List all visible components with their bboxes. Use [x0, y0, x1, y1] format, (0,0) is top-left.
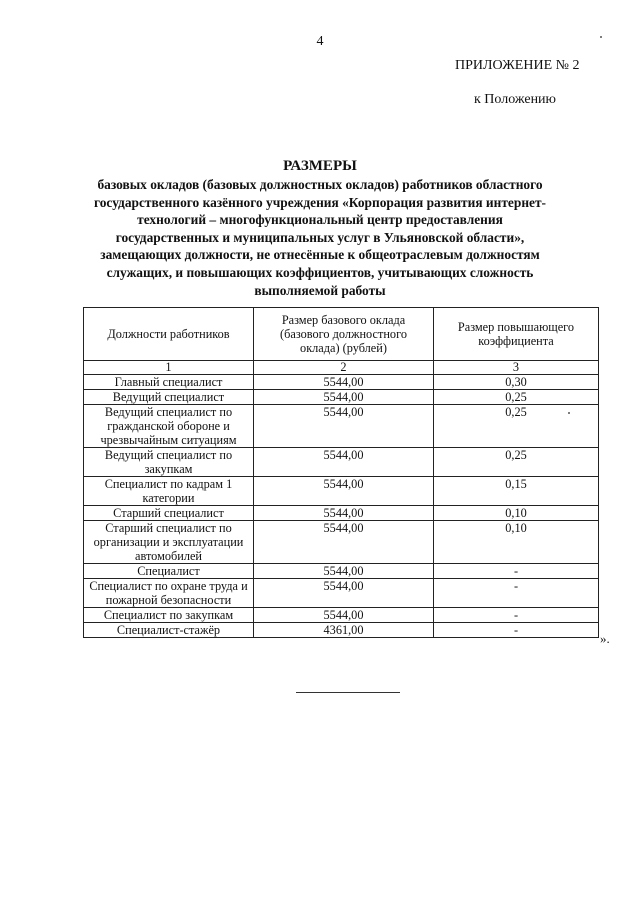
position-cell: Специалист-стажёр: [84, 623, 254, 638]
to-regulation-caption: к Положению: [474, 92, 557, 107]
salary-cell: 5544,00: [254, 579, 434, 608]
subtitle-line: государственных и муниципальных услуг в Ульяновской области»,: [115, 229, 525, 245]
table-row: [84, 405, 599, 448]
scan-speck: [600, 36, 602, 38]
salary-cell: 5544,00: [254, 405, 434, 448]
salary-cell: 5544,00: [254, 521, 434, 564]
column-number: 3: [434, 361, 599, 375]
closing-quote: ».: [600, 631, 610, 646]
coefficient-cell: 0,25: [434, 448, 599, 477]
salary-cell: 5544,00: [254, 375, 434, 390]
coefficient-cell: 0,30: [434, 375, 599, 390]
appendix-heading: ПРИЛОЖЕНИЕ № 2: [455, 58, 580, 73]
coefficient-cell: 0,10: [434, 506, 599, 521]
subtitle-line: служащих, и повышающих коэффициентов, учитывающих сложность: [106, 264, 534, 280]
table-row: [84, 608, 599, 623]
table-row: [84, 375, 599, 390]
coefficient-cell: 0,10: [434, 521, 599, 564]
coefficient-cell: 0,25: [434, 405, 599, 448]
table-row: [84, 623, 599, 638]
salary-cell: 5544,00: [254, 477, 434, 506]
column-header-coefficient: Размер повышающего коэффициента: [434, 308, 599, 361]
document-title: РАЗМЕРЫ: [283, 158, 357, 174]
salary-cell: 5544,00: [254, 506, 434, 521]
column-number: 2: [254, 361, 434, 375]
table-row: [84, 448, 599, 477]
position-cell: Специалист по закупкам: [84, 608, 254, 623]
subtitle-line: замещающих должности, не отнесённые к общеотраслевым должностям: [100, 247, 540, 263]
position-cell: Старший специалист: [84, 506, 254, 521]
salary-cell: 5544,00: [254, 390, 434, 405]
column-numbers-row: [84, 361, 599, 375]
table-header-row: [84, 308, 599, 361]
coefficient-cell: -: [434, 579, 599, 608]
column-number: 1: [84, 361, 254, 375]
position-cell: Специалист по охране труда и пожарной безопасности: [84, 579, 254, 608]
coefficient-cell: -: [434, 564, 599, 579]
table-row: [84, 506, 599, 521]
position-cell: Старший специалист по организации и эксплуатации автомобилей: [84, 521, 254, 564]
table-row: [84, 477, 599, 506]
subtitle-line: выполняемой работы: [254, 282, 386, 298]
column-header-position: Должности работников: [84, 308, 254, 361]
table-row: [84, 579, 599, 608]
page-number: 4: [316, 34, 324, 49]
salary-cell: 5544,00: [254, 448, 434, 477]
scan-speck: [568, 412, 570, 414]
coefficient-cell: -: [434, 623, 599, 638]
subtitle-line: базовых окладов (базовых должностных окладов) работников областного: [97, 177, 543, 192]
table-row: [84, 390, 599, 405]
position-cell: Главный специалист: [84, 375, 254, 390]
column-header-salary: Размер базового оклада (базового должностного оклада) (рублей): [254, 308, 434, 361]
position-cell: Специалист: [84, 564, 254, 579]
subtitle-line: государственного казённого учреждения «Корпорация развития интернет-: [93, 194, 547, 210]
salary-cell: 5544,00: [254, 608, 434, 623]
position-cell: Специалист по кадрам 1 категории: [84, 477, 254, 506]
coefficient-cell: 0,15: [434, 477, 599, 506]
end-divider: [296, 692, 400, 693]
salary-table: [83, 307, 599, 638]
coefficient-cell: 0,25: [434, 390, 599, 405]
coefficient-cell: -: [434, 608, 599, 623]
position-cell: Ведущий специалист по гражданской обороне и чрезвычайным ситуациям: [84, 405, 254, 448]
subtitle-line: технологий – многофункциональный центр предоставления: [137, 212, 503, 228]
table-row: [84, 564, 599, 579]
position-cell: Ведущий специалист: [84, 390, 254, 405]
document-subtitle: [70, 176, 570, 299]
position-cell: Ведущий специалист по закупкам: [84, 448, 254, 477]
salary-cell: 5544,00: [254, 564, 434, 579]
salary-cell: 4361,00: [254, 623, 434, 638]
table-row: [84, 521, 599, 564]
